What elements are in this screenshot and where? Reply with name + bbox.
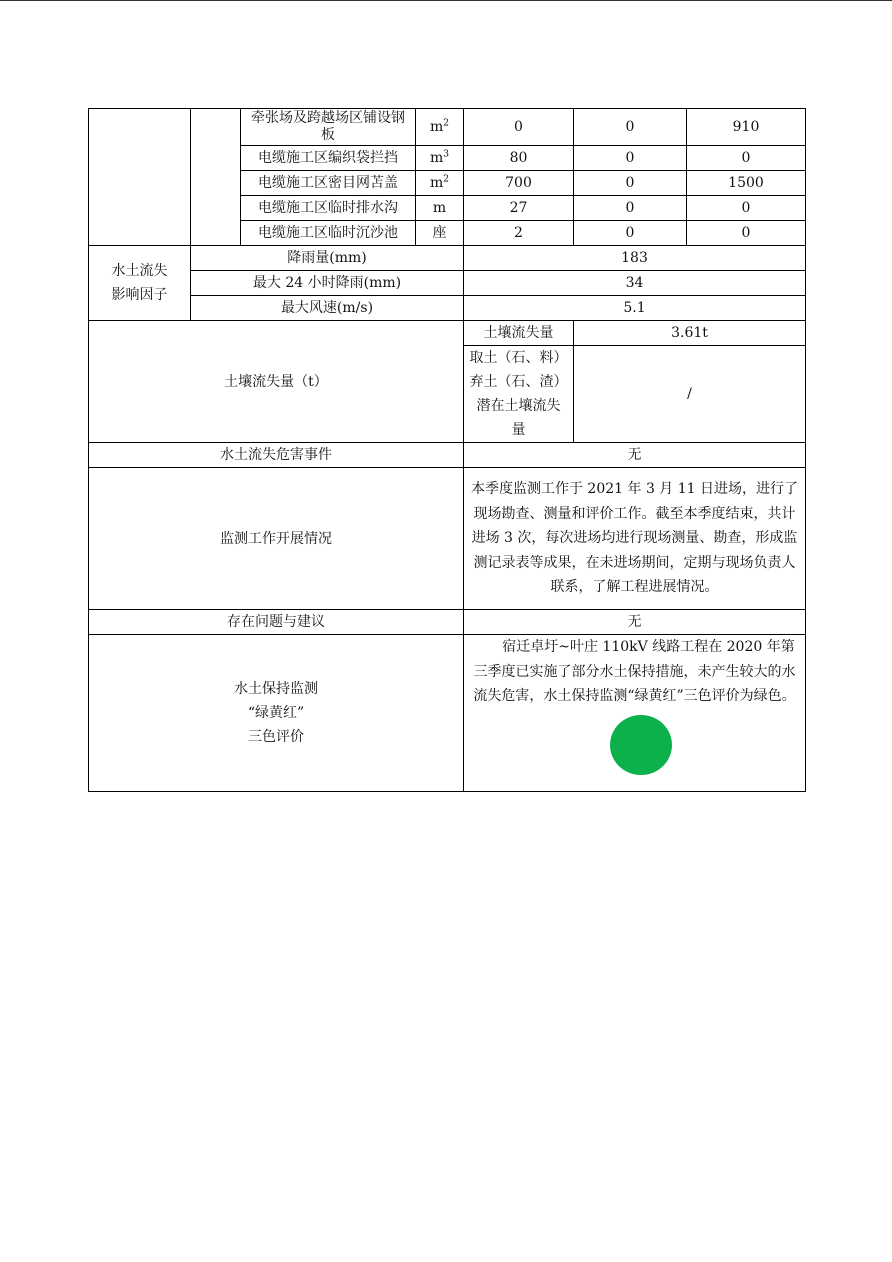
measure-name: 牵张场及跨越场区铺设钢板 [241,109,416,146]
soil-loss-amount-label: 土壤流失量 [464,321,574,346]
evaluation-row [89,635,806,792]
measure-name: 电缆施工区临时沉沙池 [241,221,416,246]
measure-row [89,109,806,146]
factor-row [89,271,806,296]
factor-name: 降雨量(mm) [191,246,464,271]
factor-name: 最大风速(m/s) [191,296,464,321]
hazard-value: 无 [464,443,806,468]
blank-subcategory-cell [191,109,241,246]
rating-indicator [468,715,801,777]
issues-label: 存在问题与建议 [89,610,464,635]
blank-category-cell [89,109,191,246]
monitoring-text: 本季度监测工作于 2021 年 3 月 11 日进场，进行了现场勘查、测量和评价工作。截至本季度结束，共计进场 3 次，每次进场均进行现场测量、勘查，形成监测记录表等成果，在未进场期间，定期与现场负责人联系，了解工程进展情况。 [464,468,806,610]
soil-loss-amount-value: 3.61t [574,321,806,346]
measure-name: 电缆施工区临时排水沟 [241,196,416,221]
factor-value: 34 [464,271,806,296]
measure-name: 电缆施工区密目网苫盖 [241,171,416,196]
measure-value: 0 [687,221,806,246]
monitoring-label: 监测工作开展情况 [89,468,464,610]
measure-value: 2 [464,221,574,246]
measure-value: 0 [574,171,687,196]
measure-value: 0 [687,146,806,171]
issues-row [89,610,806,635]
measure-value: 0 [687,196,806,221]
measure-unit: $m^2$ [416,109,464,146]
potential-soil-loss-value: / [574,346,806,443]
evaluation-label: 水土保持监测 “绿黄红” 三色评价 [89,635,464,792]
measure-value: 0 [574,221,687,246]
measure-value: 0 [574,109,687,146]
soil-loss-row [89,321,806,346]
measure-value: 910 [687,109,806,146]
measure-unit: m [416,196,464,221]
potential-soil-loss-label: 取土（石、料） 弃土（石、渣） 潜在土壤流失 量 [464,346,574,443]
factor-value: 5.1 [464,296,806,321]
factor-row [89,296,806,321]
evaluation-cell [464,635,806,792]
factor-name: 最大 24 小时降雨(mm) [191,271,464,296]
hazard-label: 水土流失危害事件 [89,443,464,468]
measure-unit: 座 [416,221,464,246]
monitoring-row [89,468,806,610]
measure-name: 电缆施工区编织袋拦挡 [241,146,416,171]
measure-value: 80 [464,146,574,171]
monitoring-report-table [88,108,806,792]
factor-value: 183 [464,246,806,271]
hazard-row [89,443,806,468]
measure-value: 700 [464,171,574,196]
page-top-rule [0,0,892,1]
measure-value: 0 [464,109,574,146]
measure-value: 27 [464,196,574,221]
measure-value: 0 [574,146,687,171]
measure-value: 1500 [687,171,806,196]
measure-value: 0 [574,196,687,221]
issues-value: 无 [464,610,806,635]
measure-unit: $m^2$ [416,171,464,196]
soil-loss-label: 土壤流失量（t） [89,321,464,443]
factor-row [89,246,806,271]
factors-label: 水土流失 影响因子 [89,246,191,321]
green-rating-dot-icon [610,715,672,775]
evaluation-text: 宿迁卓圩~叶庄 110kV 线路工程在 2020 年第三季度已实施了部分水土保持措施，未产生较大的水流失危害，水土保持监测“绿黄红”三色评价为绿色。 [473,639,796,704]
measure-unit: $m^3$ [416,146,464,171]
